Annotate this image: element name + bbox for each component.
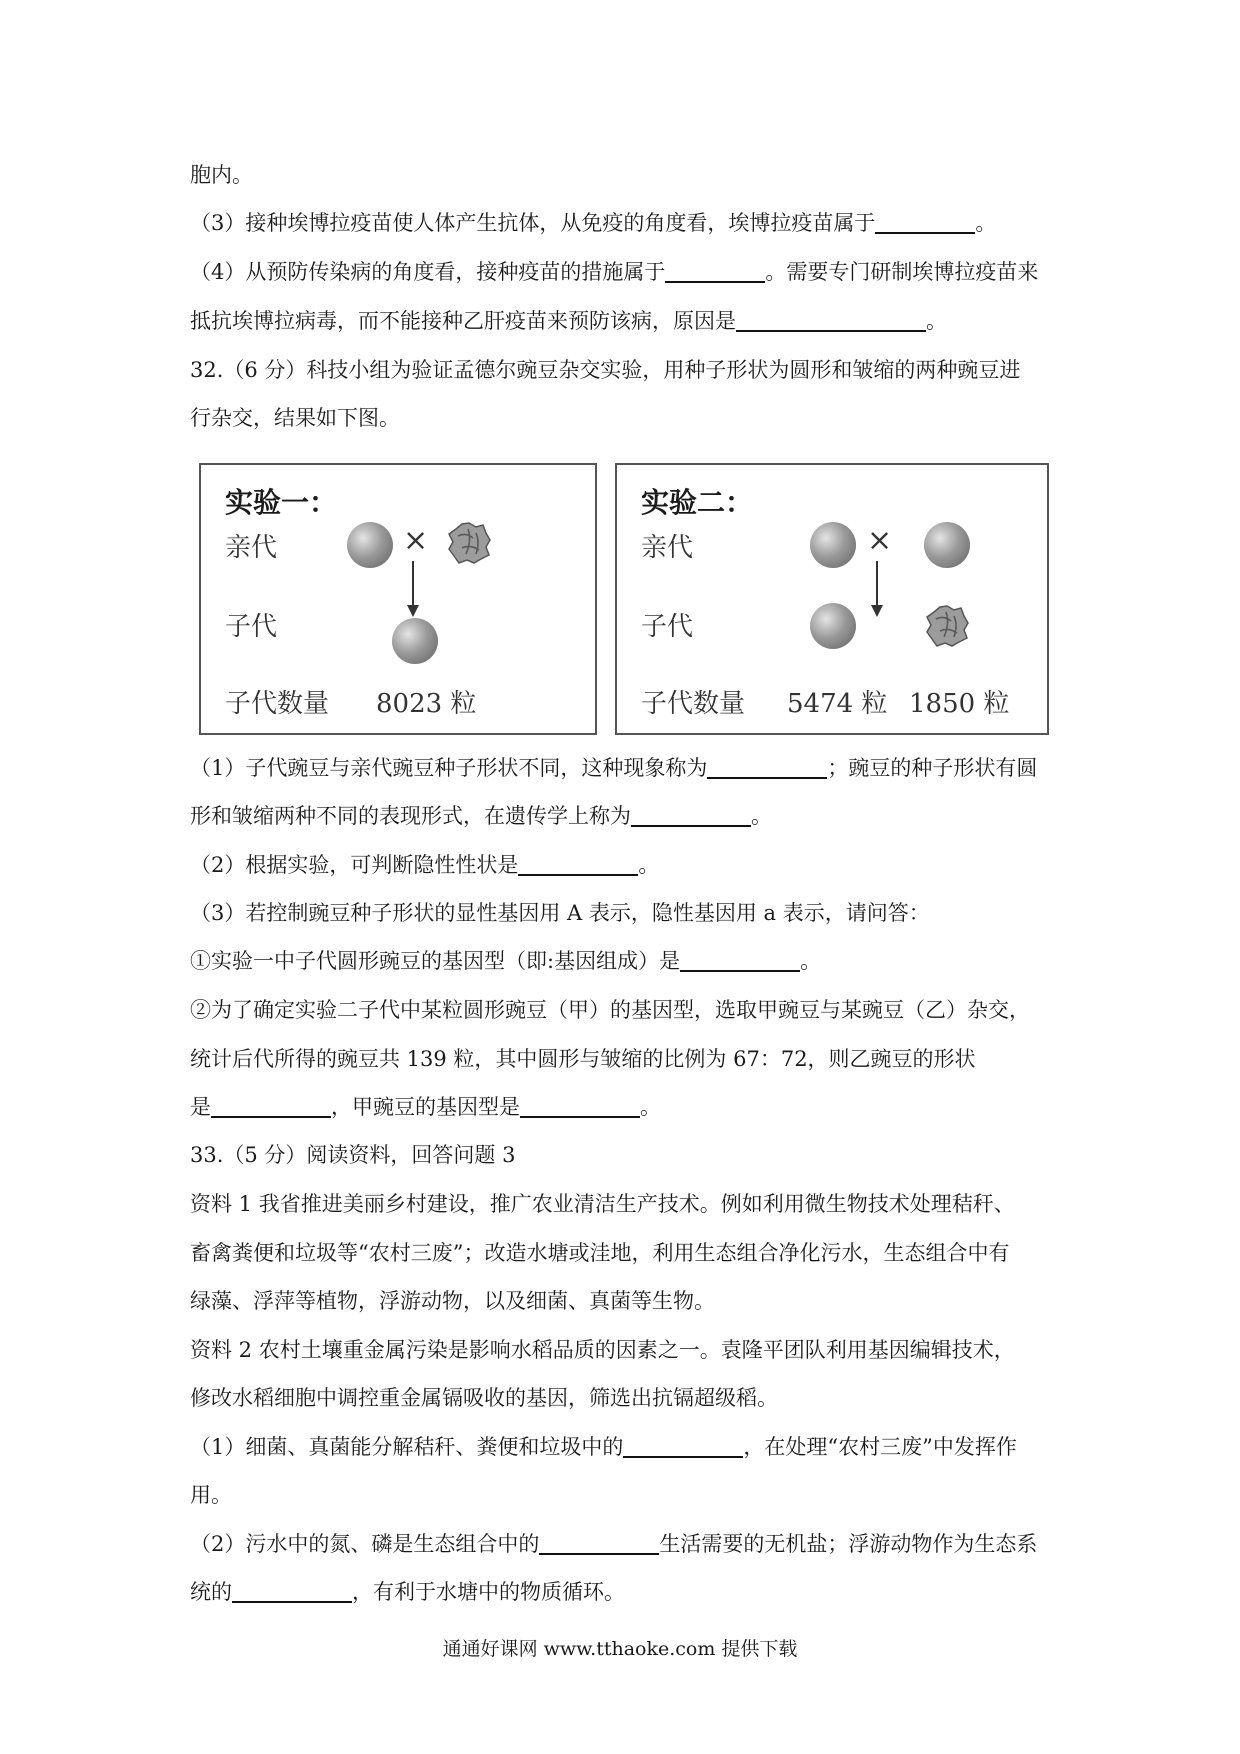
experiment-1-figure: [199, 463, 597, 735]
text: 形和皱缩两种不同的表现形式，在遗传学上称为: [190, 804, 631, 828]
material-1-cont-line: [190, 1238, 1060, 1268]
q33-1-cont-line: [190, 1480, 1060, 1510]
offspring-count-round: 8023 粒: [376, 689, 477, 719]
text: 33.（5 分）阅读资料，回答问题 3: [190, 1143, 516, 1167]
text: ；豌豆的种子形状有圆: [827, 756, 1038, 780]
cross-symbol: ×: [403, 523, 429, 558]
text-line: [190, 160, 1060, 190]
text: 。: [640, 1095, 661, 1119]
answer-blank[interactable]: [665, 259, 765, 283]
figure-title: 实验一：: [225, 486, 338, 519]
cross-symbol: ×: [867, 523, 893, 558]
arrow-line: [876, 561, 878, 607]
text: 抵抗埃博拉病毒，而不能接种乙肝疫苗来预防该病，原因是: [190, 309, 736, 333]
answer-blank[interactable]: [232, 1579, 352, 1603]
text: 畜禽粪便和垃圾等“农村三废”；改造水塘或洼地，利用生态组合净化污水，生态组合中有: [190, 1241, 1010, 1265]
answer-blank[interactable]: [736, 308, 926, 332]
text: 。: [975, 211, 997, 235]
q32-3-2-line: [190, 995, 1060, 1025]
text: ，在处理“农村三废”中发挥作: [743, 1435, 1017, 1459]
answer-blank[interactable]: [520, 1094, 640, 1118]
question-4-line: [190, 257, 1060, 287]
text: （2）污水中的氮、磷是生态组合中的: [190, 1532, 540, 1556]
text: ，有利于水塘中的物质循环。: [352, 1580, 625, 1604]
text: 资料 2 农村土壤重金属污染是影响水稻品质的因素之一。袁隆平团队利用基因编辑技术，: [190, 1338, 1015, 1362]
round-pea-icon: [347, 522, 393, 568]
text: 统的: [190, 1580, 232, 1604]
q32-3-2-answer-line: [190, 1092, 1060, 1122]
q32-3-2-cont-line: [190, 1044, 1060, 1074]
text: 行杂交，结果如下图。: [190, 406, 400, 430]
page-footer: 通通好课网 www.tthaoke.com 提供下载: [442, 1638, 798, 1660]
material-1-line: [190, 1189, 1060, 1219]
wrinkled-pea-icon: [924, 603, 970, 649]
answer-blank[interactable]: [631, 803, 751, 827]
material-2-cont-line: [190, 1383, 1060, 1413]
text: （4）从预防传染病的角度看，接种疫苗的措施属于: [190, 260, 666, 284]
answer-blank[interactable]: [707, 755, 827, 779]
text: 。: [800, 949, 822, 973]
text: 是: [190, 1095, 211, 1119]
answer-blank[interactable]: [680, 948, 800, 972]
q33-1-line: [190, 1432, 1060, 1462]
text: ②为了确定实验二子代中某粒圆形豌豆（甲）的基因型，选取甲豌豆与某豌豆（乙）杂交，: [190, 998, 1030, 1022]
text: （3）接种埃博拉疫苗使人体产生抗体，从免疫的角度看，埃博拉疫苗属于: [190, 211, 876, 235]
answer-blank[interactable]: [623, 1434, 743, 1458]
text: 资料 1 我省推进美丽乡村建设，推广农业清洁生产技术。例如利用微生物技术处理秸秆、: [190, 1192, 1015, 1216]
text: 。: [751, 804, 772, 828]
q32-1-cont-line: [190, 801, 1060, 831]
text: 统计后代所得的豌豆共 139 粒，其中圆形与皱缩的比例为 67：72，则乙豌豆的形状: [190, 1047, 976, 1071]
text: 绿藻、浮萍等植物，浮游动物，以及细菌、真菌等生物。: [190, 1289, 715, 1313]
text: （1）细菌、真菌能分解秸秆、粪便和垃圾中的: [190, 1435, 624, 1459]
text: 。: [926, 309, 947, 333]
text: （1）子代豌豆与亲代豌豆种子形状不同，这种现象称为: [190, 756, 708, 780]
text: 生活需要的无机盐；浮游动物作为生态系: [659, 1532, 1038, 1556]
wrinkled-pea-icon: [446, 520, 492, 566]
text: 胞内。: [190, 163, 253, 187]
text: 32.（6 分）科技小组为验证孟德尔豌豆杂交实验，用种子形状为圆形和皱缩的两种豌豆进: [190, 358, 1021, 382]
figure-title: 实验二：: [641, 486, 754, 519]
arrow-line: [412, 561, 414, 607]
material-2-line: [190, 1335, 1060, 1365]
q33-2-line: [190, 1529, 1060, 1559]
q32-2-line: [190, 850, 1060, 880]
parent-label: 亲代: [225, 533, 278, 563]
offspring-count-round: 5474 粒: [787, 689, 888, 719]
child-label: 子代: [641, 612, 694, 642]
round-pea-icon: [810, 522, 856, 568]
text: 用。: [190, 1483, 232, 1507]
question-33-header: [190, 1140, 1060, 1170]
count-label: 子代数量: [225, 689, 330, 719]
text: 。: [638, 853, 660, 877]
answer-blank[interactable]: [539, 1531, 659, 1555]
round-pea-icon: [924, 522, 970, 568]
question-32-header: [190, 355, 1060, 385]
question-3-line: [190, 208, 1060, 238]
q33-2-cont-line: [190, 1577, 1060, 1607]
count-label: 子代数量: [641, 689, 746, 719]
arrow-down-icon: [871, 605, 883, 617]
text: 。需要专门研制埃博拉疫苗来: [765, 260, 1039, 284]
text: 修改水稻细胞中调控重金属镉吸收的基因，筛选出抗镉超级稻。: [190, 1386, 778, 1410]
parent-label: 亲代: [641, 533, 694, 563]
q32-3-1-line: [190, 946, 1060, 976]
text: （3）若控制豌豆种子形状的显性基因用 A 表示，隐性基因用 a 表示，请问答：: [190, 901, 930, 925]
answer-blank[interactable]: [211, 1094, 331, 1118]
offspring-count-wrinkled: 1850 粒: [909, 689, 1010, 719]
text: ①实验一中子代圆形豌豆的基因型（即:基因组成）是: [190, 949, 681, 973]
text: ，甲豌豆的基因型是: [331, 1095, 520, 1119]
child-label: 子代: [225, 612, 278, 642]
q32-1-line: [190, 753, 1060, 783]
arrow-down-icon: [407, 605, 419, 617]
text: （2）根据实验，可判断隐性性状是: [190, 853, 519, 877]
q32-3-line: [190, 898, 1060, 928]
answer-blank[interactable]: [518, 852, 638, 876]
experiment-2-figure: [615, 463, 1049, 735]
round-pea-icon: [392, 618, 438, 664]
answer-blank[interactable]: [875, 210, 975, 234]
round-pea-icon: [810, 603, 856, 649]
material-1-end-line: [190, 1286, 1060, 1316]
question-32-header-cont: [190, 403, 1060, 433]
question-4-cont-line: [190, 306, 1060, 336]
